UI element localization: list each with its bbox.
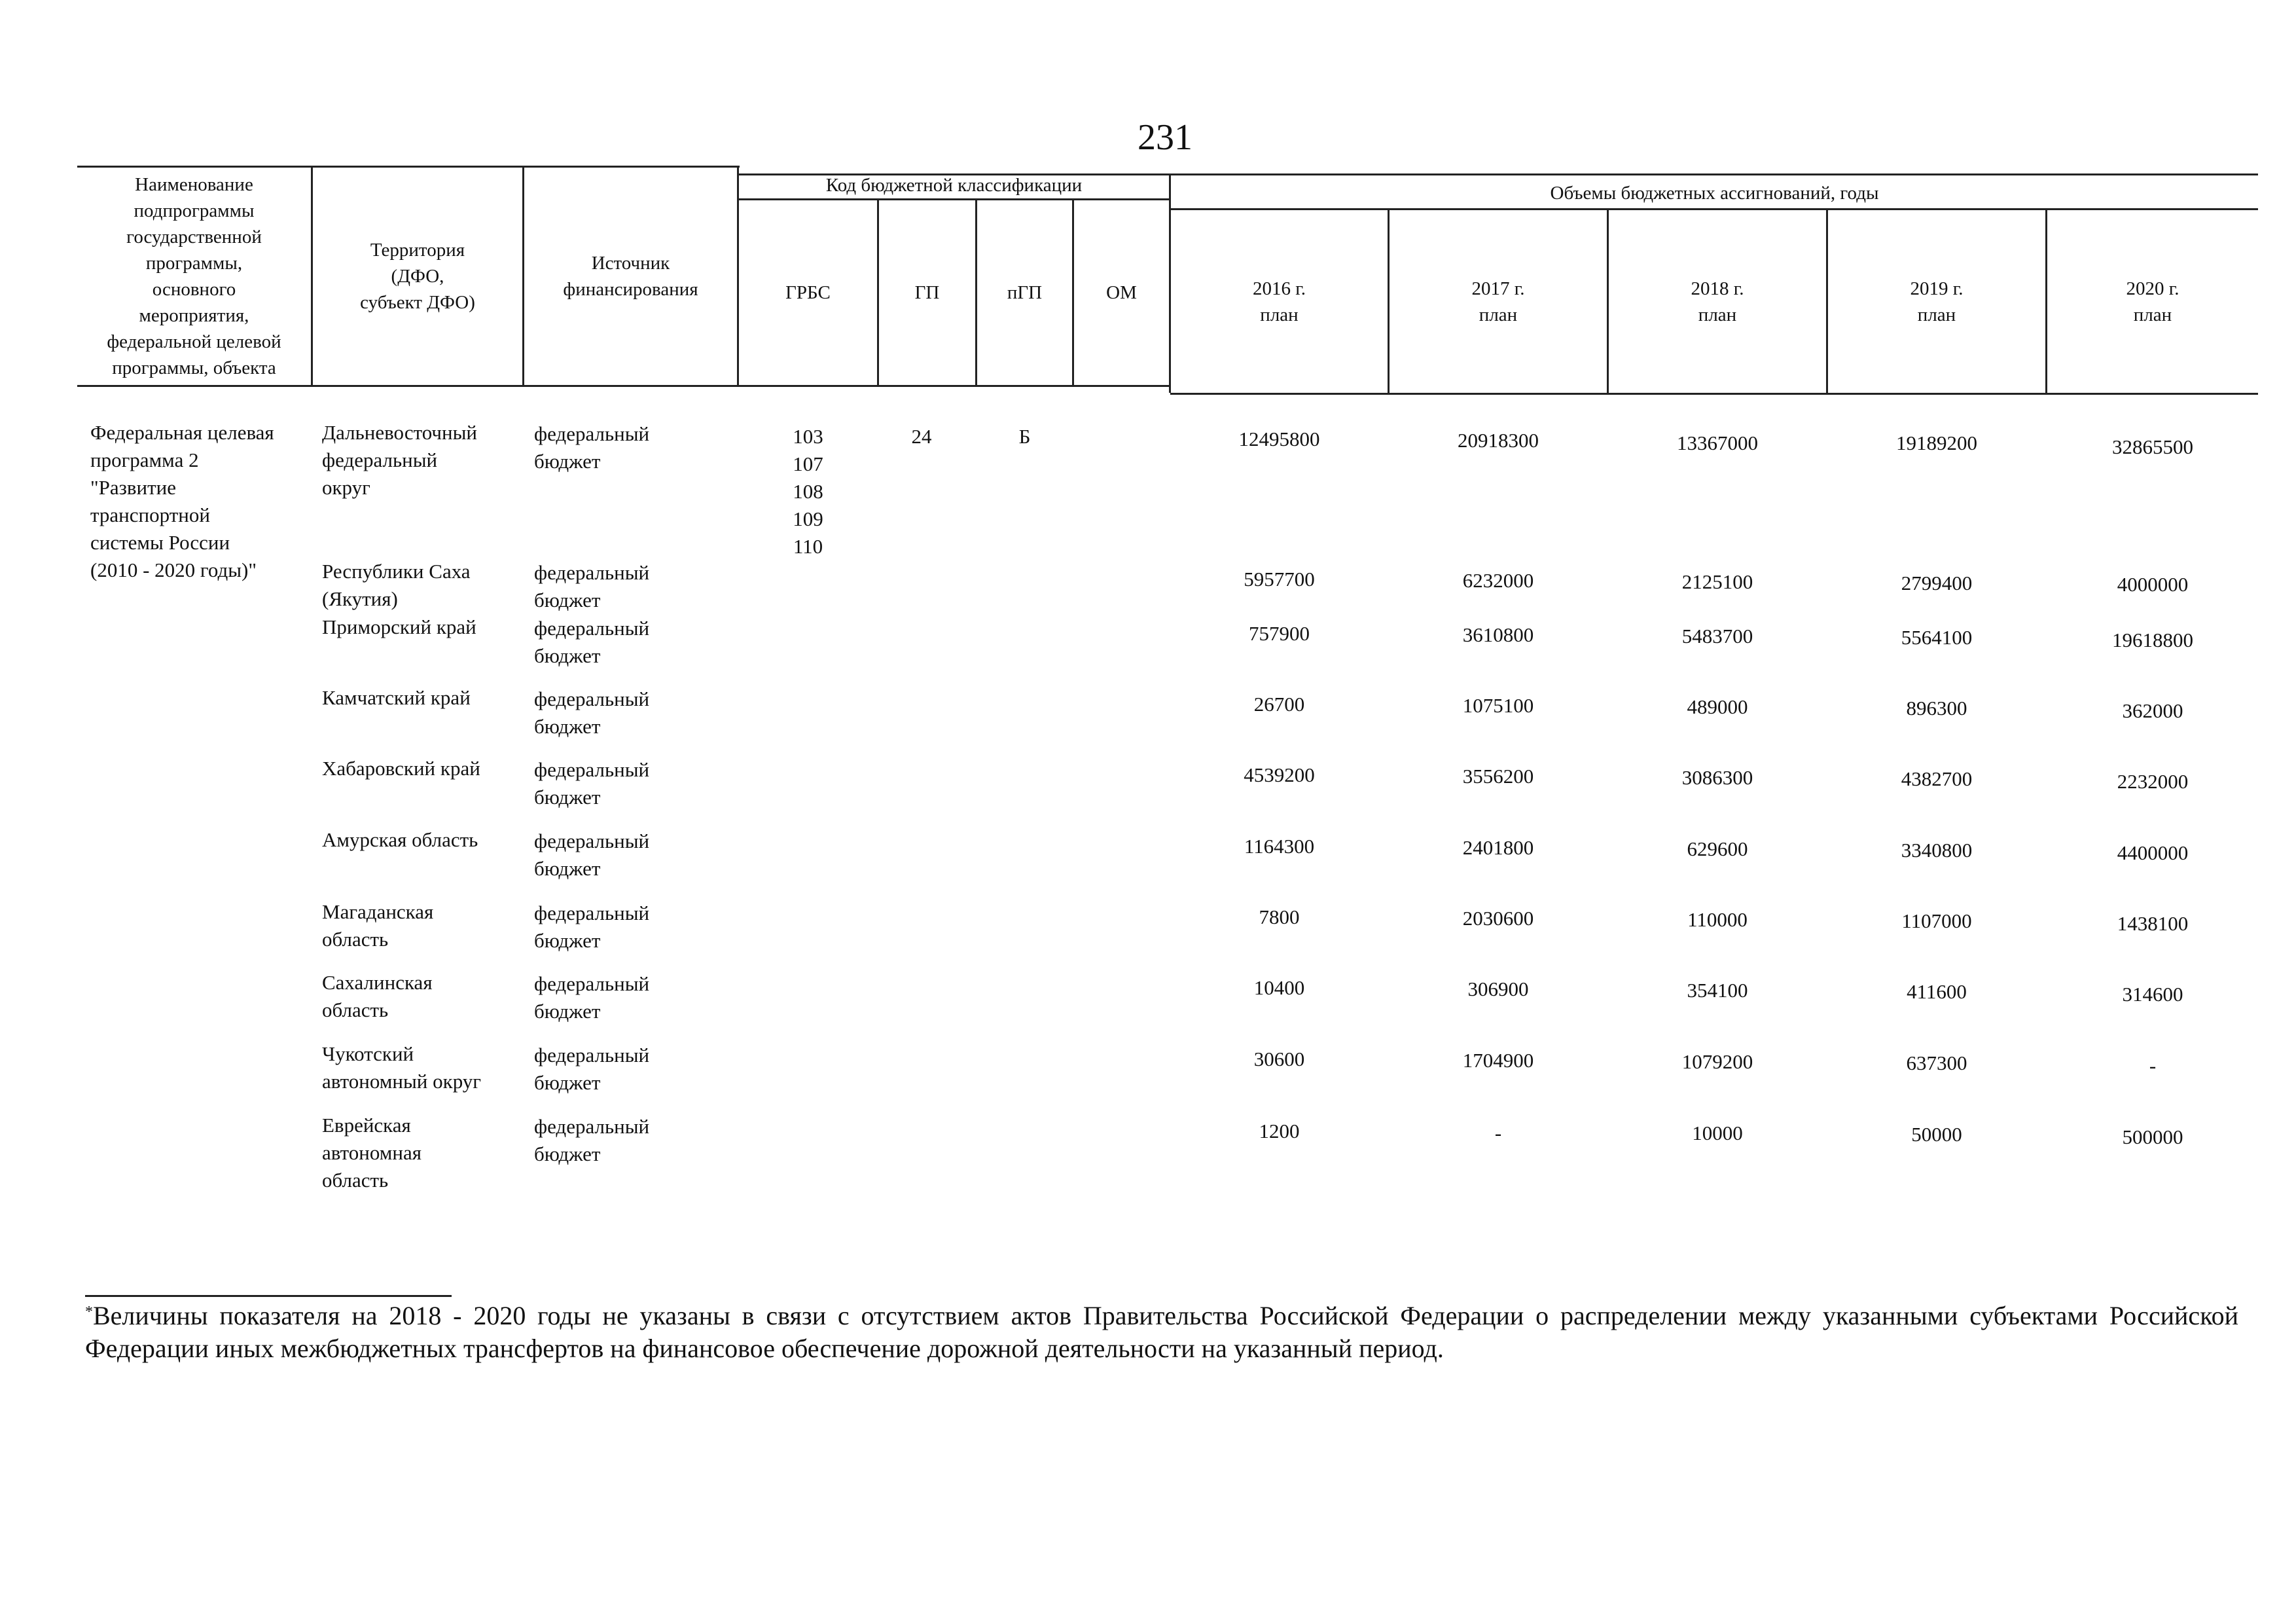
row-value-2018: 3086300 xyxy=(1681,766,1753,789)
header-pgp: пГП xyxy=(1007,282,1043,303)
row-value-2020: 314600 xyxy=(2122,983,2183,1006)
header-grbs: ГРБС xyxy=(785,282,831,303)
row-source: федеральный бюджет xyxy=(534,617,650,667)
row-value-2018: 629600 xyxy=(1687,837,1748,860)
row-value-2020: 2232000 xyxy=(2117,770,2189,793)
header-gp: ГП xyxy=(914,282,940,303)
row-value-2020: 4000000 xyxy=(2117,573,2189,596)
header-name: Наименование подпрограммы государственной программы, основного мероприятия, федеральной целевой программы, объекта xyxy=(107,174,281,378)
header-year-2020: 2020 г. план xyxy=(2126,278,2179,325)
row-territory: Камчатский край xyxy=(322,686,471,709)
row-value-2019: 5564100 xyxy=(1901,626,1973,649)
row-value-2018: 2125100 xyxy=(1681,570,1753,593)
row-value-2017: 20918300 xyxy=(1458,429,1539,452)
row-value-2017: 2030600 xyxy=(1462,907,1534,930)
footnote-marker: * xyxy=(85,1304,93,1321)
row-value-2017: 2401800 xyxy=(1462,836,1534,859)
footnote-text: Величины показателя на 2018 - 2020 годы не указаны в связи с отсутствием актов Правительства Российской Федерации о распределении между указанными субъектами Российской Федерации иных межбюджетных трансфертов на финансовое обеспечение дорожной деятельности на указанный период. xyxy=(85,1301,2238,1363)
row-value-2017: 1075100 xyxy=(1462,694,1534,717)
row-territory: Хабаровский край xyxy=(322,757,480,780)
row-value-2020: 1438100 xyxy=(2117,912,2189,935)
row-value-2018: 489000 xyxy=(1687,695,1748,718)
row-value-2020: 19618800 xyxy=(2112,629,2193,651)
row-source: федеральный бюджет xyxy=(534,422,650,473)
row-value-2016: 1200 xyxy=(1259,1120,1300,1142)
row-territory: Чукотский автономный округ xyxy=(322,1042,482,1093)
row-value-2017: - xyxy=(1494,1122,1502,1144)
header-year-2019: 2019 г. план xyxy=(1910,278,1964,325)
row-value-2020: 4400000 xyxy=(2117,841,2189,864)
program-gp: 24 xyxy=(911,425,932,448)
row-territory: Приморский край xyxy=(322,615,476,638)
row-value-2020: - xyxy=(2149,1054,2157,1077)
row-source: федеральный бюджет xyxy=(534,1044,650,1094)
row-source: федеральный бюджет xyxy=(534,972,650,1023)
row-territory: Республики Саха (Якутия) xyxy=(322,560,471,610)
row-value-2016: 757900 xyxy=(1249,622,1310,645)
row-value-2016: 26700 xyxy=(1253,693,1305,716)
page-number: 231 xyxy=(1138,117,1193,158)
row-source: федеральный бюджет xyxy=(534,902,650,952)
row-value-2017: 3556200 xyxy=(1462,765,1534,788)
program-grbs: 103 107 108 109 110 xyxy=(793,425,823,558)
header-om: ОМ xyxy=(1106,282,1137,303)
program-pgp: Б xyxy=(1018,425,1031,448)
row-value-2017: 1704900 xyxy=(1462,1049,1534,1072)
header-year-2017: 2017 г. план xyxy=(1471,278,1525,325)
row-territory: Сахалинская область xyxy=(322,971,433,1021)
row-value-2019: 19189200 xyxy=(1896,431,1977,454)
row-value-2016: 5957700 xyxy=(1244,568,1315,591)
row-source: федеральный бюджет xyxy=(534,758,650,809)
header-year-2016: 2016 г. план xyxy=(1252,278,1306,325)
row-source: федеральный бюджет xyxy=(534,1115,650,1165)
header-volumes-group: Объемы бюджетных ассигнований, годы xyxy=(1550,183,1879,204)
row-source: федеральный бюджет xyxy=(534,830,650,880)
header-territory: Территория (ДФО, субъект ДФО) xyxy=(360,240,475,313)
header-year-2018: 2018 г. план xyxy=(1691,278,1744,325)
row-value-2019: 637300 xyxy=(1906,1051,1967,1074)
row-value-2020: 500000 xyxy=(2122,1125,2183,1148)
header-code-group: Код бюджетной классификации xyxy=(825,175,1083,196)
header-bottom-rule-right xyxy=(1170,393,2258,395)
row-value-2020: 32865500 xyxy=(2112,435,2193,458)
row-source: федеральный бюджет xyxy=(534,687,650,738)
row-value-2019: 50000 xyxy=(1911,1123,1962,1146)
row-territory: Амурская область xyxy=(322,828,478,851)
header-bottom-rule-left xyxy=(77,385,1170,387)
row-value-2020: 362000 xyxy=(2122,699,2183,722)
program-name: Федеральная целевая программа 2 "Развитие транспортной системы России (2010 - 2020 годы)" xyxy=(90,421,274,581)
row-value-2019: 1107000 xyxy=(1901,909,1972,932)
row-value-2017: 3610800 xyxy=(1462,623,1534,646)
row-value-2019: 2799400 xyxy=(1901,572,1973,594)
row-value-2018: 5483700 xyxy=(1681,625,1753,647)
row-value-2017: 6232000 xyxy=(1462,569,1534,592)
row-value-2019: 3340800 xyxy=(1901,839,1973,862)
row-value-2018: 110000 xyxy=(1687,908,1748,931)
row-territory: Магаданская область xyxy=(322,900,434,951)
row-value-2016: 30600 xyxy=(1253,1048,1305,1070)
row-value-2018: 354100 xyxy=(1687,979,1748,1002)
row-value-2019: 411600 xyxy=(1907,980,1967,1003)
footnote-separator xyxy=(85,1295,452,1297)
footnote xyxy=(85,1300,2238,1365)
row-value-2016: 12495800 xyxy=(1238,428,1320,450)
row-value-2016: 4539200 xyxy=(1244,763,1315,786)
row-territory: Дальневосточный федеральный округ xyxy=(322,421,478,499)
row-value-2016: 10400 xyxy=(1253,976,1305,999)
row-territory: Еврейская автономная область xyxy=(322,1114,422,1192)
row-source: федеральный бюджет xyxy=(534,561,650,611)
row-value-2017: 306900 xyxy=(1467,977,1529,1000)
header-source: Источник финансирования xyxy=(563,253,698,300)
row-value-2019: 896300 xyxy=(1906,697,1967,720)
row-value-2016: 1164300 xyxy=(1244,835,1315,858)
row-value-2018: 13367000 xyxy=(1677,431,1758,454)
row-value-2018: 10000 xyxy=(1692,1122,1743,1144)
row-value-2016: 7800 xyxy=(1259,905,1300,928)
row-value-2019: 4382700 xyxy=(1901,767,1973,790)
row-value-2018: 1079200 xyxy=(1681,1050,1753,1073)
